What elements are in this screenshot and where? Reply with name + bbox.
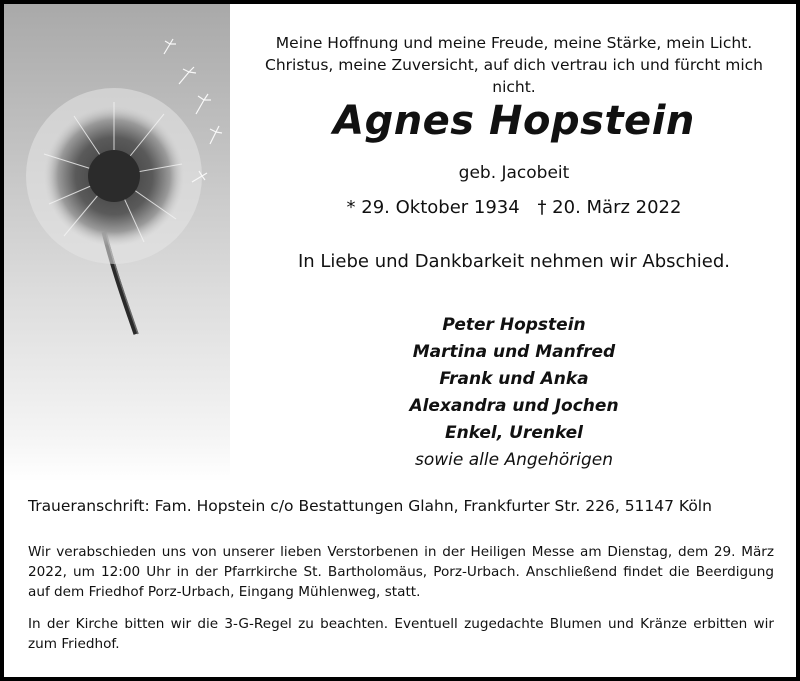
- dandelion-icon: [4, 4, 230, 482]
- verse-line-2: Christus, meine Zuversicht, auf dich vertrau ich und fürcht mich nicht.: [265, 56, 763, 96]
- mourner-name: Enkel, Urenkel: [444, 423, 584, 443]
- verse-line-1: Meine Hoffnung und meine Freude, meine Stärke, mein Licht.: [275, 34, 753, 52]
- deceased-name: Agnes Hopstein: [333, 98, 695, 144]
- birth-date: * 29. Oktober 1934: [346, 197, 520, 218]
- dandelion-image: [4, 4, 230, 482]
- mourner-name: Peter Hopstein: [442, 315, 586, 335]
- mourner-name: Alexandra und Jochen: [409, 396, 619, 416]
- bible-verse: [244, 32, 784, 98]
- birth-name: geb. Jacobeit: [458, 163, 570, 183]
- mourner-name: Frank und Anka: [439, 369, 589, 389]
- death-date: † 20. März 2022: [537, 197, 682, 218]
- mourner-name: Martina und Manfred: [412, 342, 616, 362]
- mourning-address: Traueranschrift: Fam. Hopstein c/o Bestattungen Glahn, Frankfurter Str. 226, 51147 Köln: [28, 497, 712, 515]
- farewell-line: In Liebe und Dankbarkeit nehmen wir Abschied.: [297, 251, 731, 272]
- service-details: Wir verabschieden uns von unserer lieben Verstorbenen in der Heiligen Messe am Dienstag, dem 29. März 2022, um 12:00 Uhr in der Pfarrkirche St. Bartholomäus, Porz-Urbach. Anschließend findet die Beerdigung auf dem Friedhof Porz-Urbach, Eingang Mühlenweg, statt.: [28, 544, 774, 600]
- life-dates: [244, 197, 784, 218]
- church-note: In der Kirche bitten wir die 3-G-Regel zu beachten. Eventuell zugedachte Blumen und Kränze erbitten wir zum Friedhof.: [28, 616, 774, 652]
- mourner-relatives: sowie alle Angehörigen: [414, 450, 614, 470]
- mourners-list: [244, 312, 784, 474]
